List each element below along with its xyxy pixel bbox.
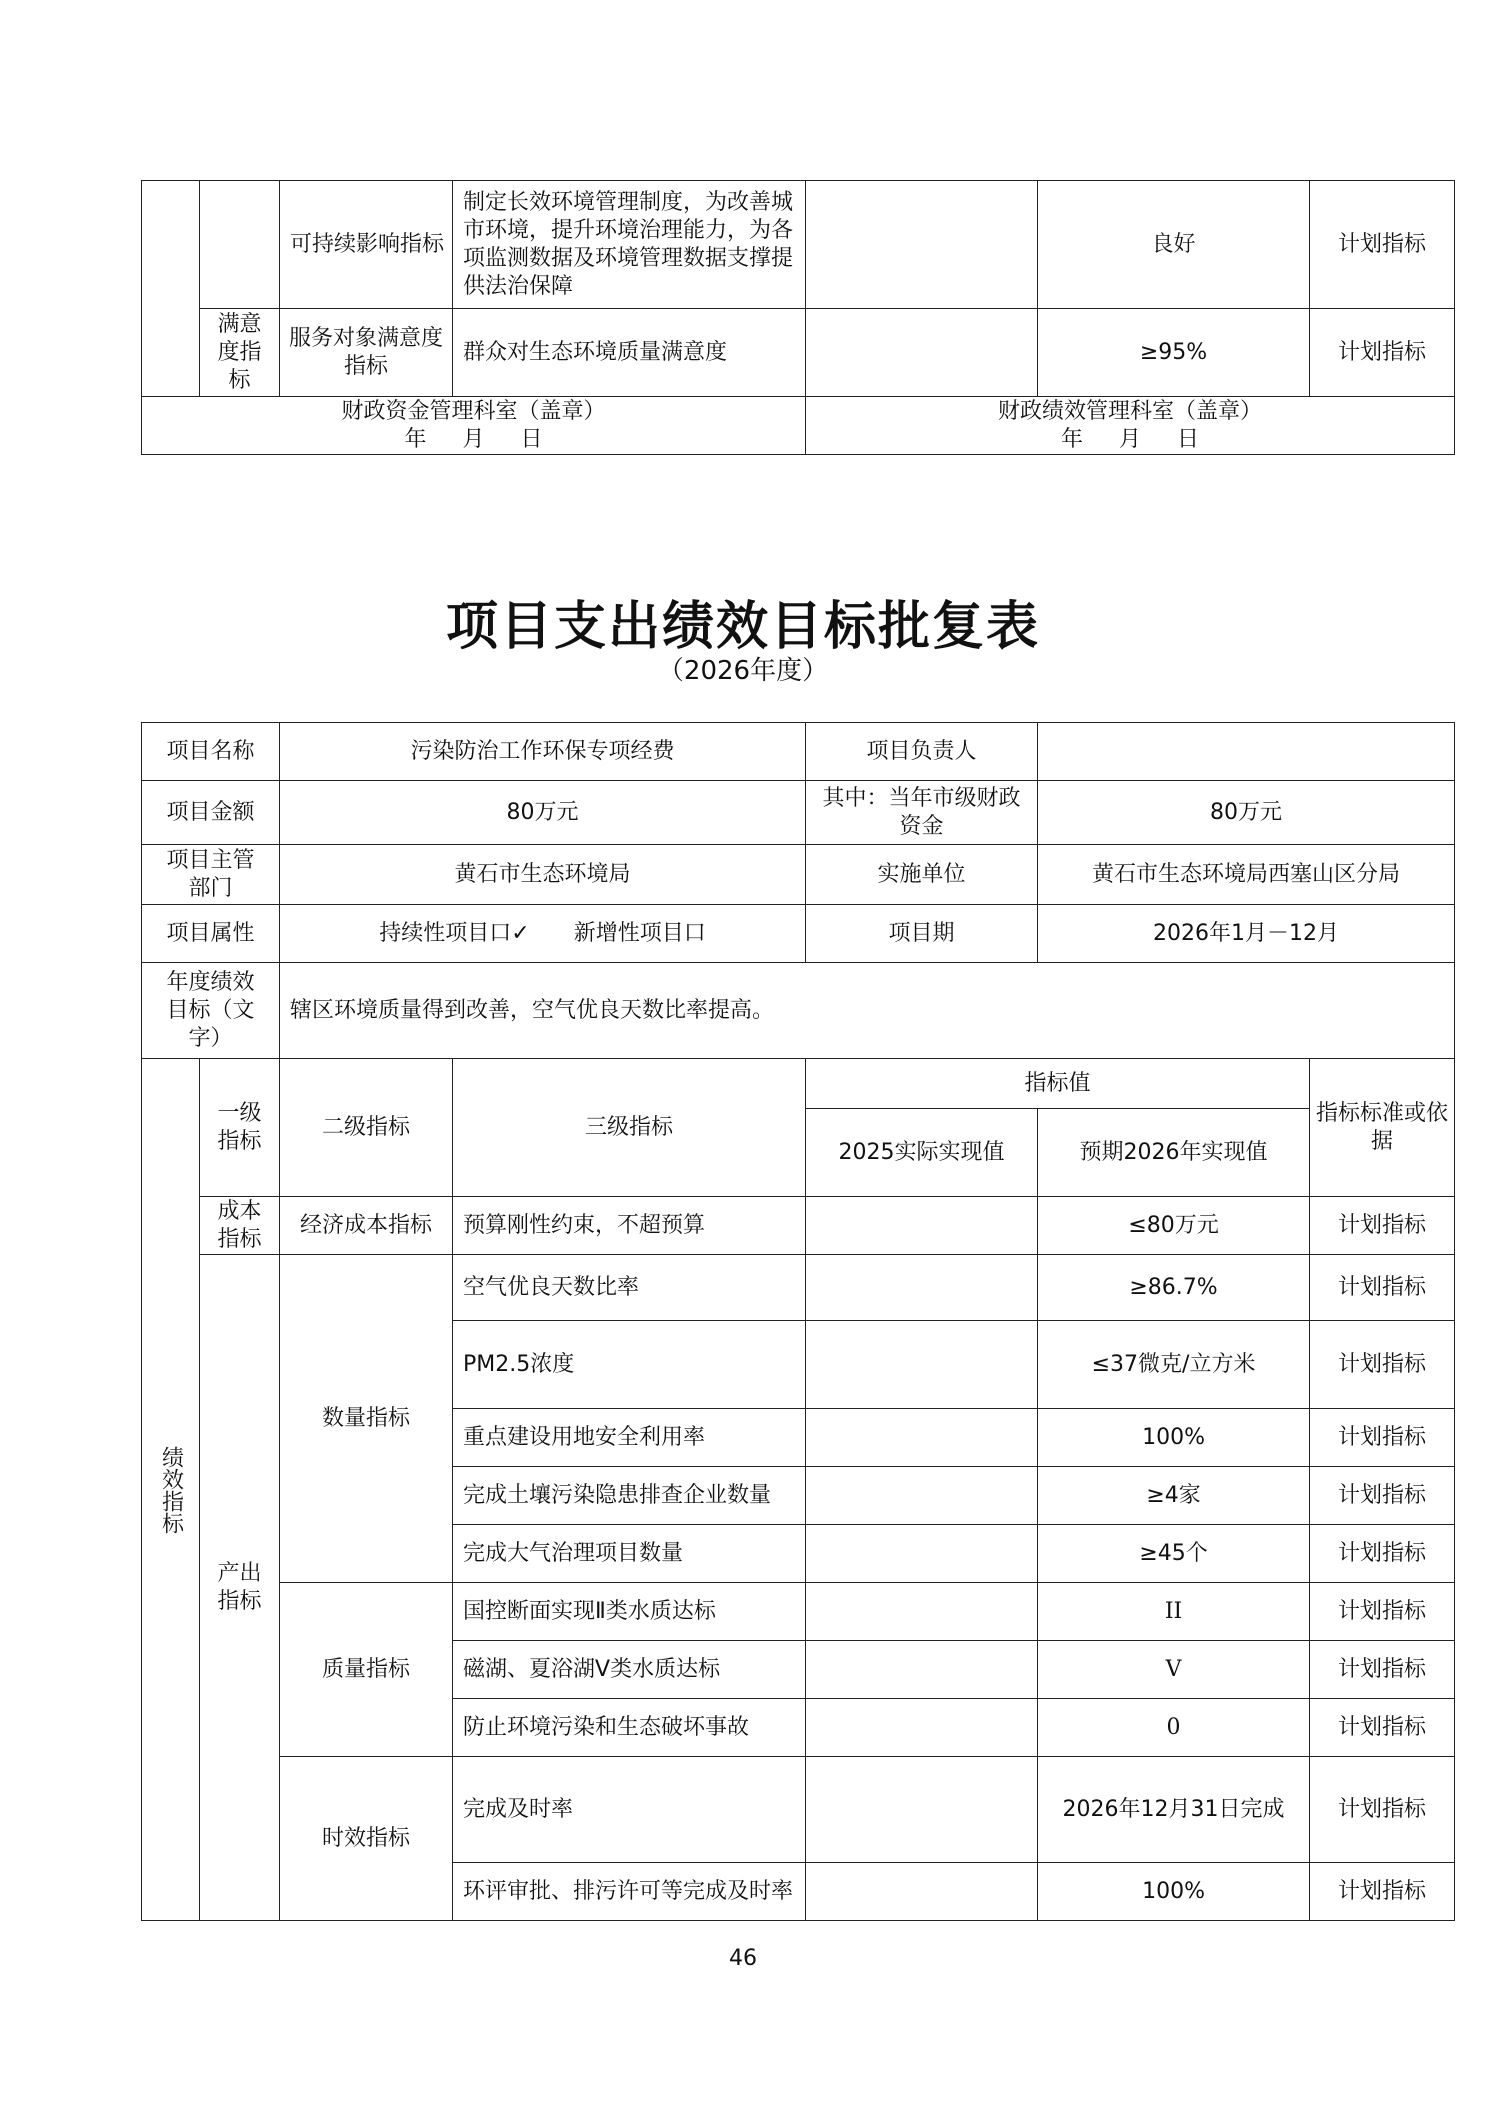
side-cell	[142, 181, 200, 397]
basis-cell: 计划指标	[1310, 309, 1455, 397]
project-amount-label: 项目金额	[142, 781, 280, 845]
level1-cell: 满意度指标	[200, 309, 280, 397]
expected-value-cell: 2026年12月31日完成	[1038, 1757, 1310, 1863]
project-name-label: 项目名称	[142, 723, 280, 781]
expected-value-cell: II	[1038, 1583, 1310, 1641]
signature-date: 年 月 日	[1060, 426, 1200, 452]
header-expected-2026: 预期2026年实现值	[1038, 1109, 1310, 1197]
expected-value-cell: 100%	[1038, 1409, 1310, 1467]
table-row	[142, 905, 1455, 963]
level1-cell: 产出指标	[200, 1255, 280, 1921]
signature-date: 年 月 日	[404, 426, 543, 452]
unit-label: 实施单位	[806, 845, 1038, 905]
expected-value-cell: 0	[1038, 1699, 1310, 1757]
basis-cell: 计划指标	[1310, 1641, 1455, 1699]
project-owner-label: 项目负责人	[806, 723, 1038, 781]
annual-goal-value: 辖区环境质量得到改善，空气优良天数比率提高。	[280, 963, 1455, 1059]
table-row	[142, 1583, 1455, 1641]
expected-value-cell: 100%	[1038, 1863, 1310, 1921]
table-row	[142, 1197, 1455, 1255]
level3-cell: PM2.5浓度	[453, 1321, 806, 1409]
level1-cell	[200, 181, 280, 309]
header-level2: 二级指标	[280, 1059, 453, 1197]
project-amount-value: 80万元	[280, 781, 806, 845]
header-level1: 一级指标	[200, 1059, 280, 1197]
level3-cell: 群众对生态环境质量满意度	[453, 309, 806, 397]
level2-cell: 可持续影响指标	[280, 181, 453, 309]
basis-cell: 计划指标	[1310, 1197, 1455, 1255]
period-value: 2026年1月－12月	[1038, 905, 1455, 963]
actual-value-cell	[806, 1583, 1038, 1641]
expected-value-cell: ≥4家	[1038, 1467, 1310, 1525]
actual-value-cell	[806, 1863, 1038, 1921]
header-level3: 三级指标	[453, 1059, 806, 1197]
signature-label: 财政绩效管理科室（盖章）	[997, 398, 1262, 424]
table-row	[142, 781, 1455, 845]
actual-value-cell	[806, 1321, 1038, 1409]
expected-value-cell: ≥86.7%	[1038, 1255, 1310, 1321]
indicator-header-row	[142, 1059, 1455, 1109]
city-fund-value: 80万元	[1038, 781, 1455, 845]
level3-cell: 制定长效环境管理制度，为改善城市环境，提升环境治理能力，为各项监测数据及环境管理数据支撑提供法治保障	[453, 181, 806, 309]
level1-cell: 成本指标	[200, 1197, 280, 1255]
table-row	[142, 1255, 1455, 1321]
basis-cell: 计划指标	[1310, 1757, 1455, 1863]
basis-cell: 计划指标	[1310, 1321, 1455, 1409]
perf-dept-signature	[806, 397, 1455, 455]
unit-value: 黄石市生态环境局西塞山区分局	[1038, 845, 1455, 905]
project-owner-value	[1038, 723, 1455, 781]
level2-cell: 服务对象满意度指标	[280, 309, 453, 397]
dept-value: 黄石市生态环境局	[280, 845, 806, 905]
level3-cell: 完成大气治理项目数量	[453, 1525, 806, 1583]
actual-value-cell	[806, 1641, 1038, 1699]
basis-cell: 计划指标	[1310, 181, 1455, 309]
level3-cell: 完成土壤污染隐患排查企业数量	[453, 1467, 806, 1525]
level2-cell: 质量指标	[280, 1583, 453, 1757]
level3-cell: 预算刚性约束，不超预算	[453, 1197, 806, 1255]
basis-cell: 计划指标	[1310, 1525, 1455, 1583]
basis-cell: 计划指标	[1310, 1863, 1455, 1921]
actual-value-cell	[806, 1197, 1038, 1255]
actual-value-cell	[806, 1699, 1038, 1757]
level2-cell: 经济成本指标	[280, 1197, 453, 1255]
table-row	[142, 845, 1455, 905]
actual-value-cell	[806, 1409, 1038, 1467]
signature-row	[142, 397, 1455, 455]
table-row	[142, 309, 1455, 397]
expected-value-cell: ≤80万元	[1038, 1197, 1310, 1255]
level3-cell: 重点建设用地安全利用率	[453, 1409, 806, 1467]
attr-label: 项目属性	[142, 905, 280, 963]
expected-value-cell: V	[1038, 1641, 1310, 1699]
header-basis: 指标标准或依据	[1310, 1059, 1455, 1197]
header-value-group: 指标值	[806, 1059, 1310, 1109]
basis-cell: 计划指标	[1310, 1699, 1455, 1757]
level3-cell: 国控断面实现Ⅱ类水质达标	[453, 1583, 806, 1641]
level3-cell: 环评审批、排污许可等完成及时率	[453, 1863, 806, 1921]
table-row	[142, 963, 1455, 1059]
actual-value-cell	[806, 309, 1038, 397]
signature-label: 财政资金管理科室（盖章）	[341, 398, 606, 424]
expected-value-cell: ≤37微克/立方米	[1038, 1321, 1310, 1409]
page-number: 46	[729, 1946, 757, 1971]
basis-cell: 计划指标	[1310, 1467, 1455, 1525]
table-row	[142, 723, 1455, 781]
period-label: 项目期	[806, 905, 1038, 963]
dept-label: 项目主管部门	[142, 845, 280, 905]
page-title: 项目支出绩效目标批复表	[445, 596, 1040, 657]
level3-cell: 防止环境污染和生态破坏事故	[453, 1699, 806, 1757]
expected-value-cell: ≥45个	[1038, 1525, 1310, 1583]
level2-cell: 时效指标	[280, 1757, 453, 1921]
performance-indicator-side-label: 绩效指标	[142, 1059, 200, 1921]
header-actual-2025: 2025实际实现值	[806, 1109, 1038, 1197]
performance-target-table	[141, 722, 1455, 1921]
attr-value: 持续性项目口✓ 新增性项目口	[280, 905, 806, 963]
table-row	[142, 181, 1455, 309]
table-row	[142, 1757, 1455, 1863]
page-subtitle: （2026年度）	[657, 656, 829, 686]
basis-cell: 计划指标	[1310, 1255, 1455, 1321]
annual-goal-label: 年度绩效目标（文字）	[142, 963, 280, 1059]
expected-value-cell: ≥95%	[1038, 309, 1310, 397]
actual-value-cell	[806, 1467, 1038, 1525]
level3-cell: 磁湖、夏浴湖V类水质达标	[453, 1641, 806, 1699]
actual-value-cell	[806, 1525, 1038, 1583]
expected-value-cell: 良好	[1038, 181, 1310, 309]
actual-value-cell	[806, 181, 1038, 309]
basis-cell: 计划指标	[1310, 1409, 1455, 1467]
level3-cell: 空气优良天数比率	[453, 1255, 806, 1321]
project-name-value: 污染防治工作环保专项经费	[280, 723, 806, 781]
fund-dept-signature	[142, 397, 806, 455]
basis-cell: 计划指标	[1310, 1583, 1455, 1641]
actual-value-cell	[806, 1255, 1038, 1321]
continued-indicator-table	[141, 180, 1455, 455]
level3-cell: 完成及时率	[453, 1757, 806, 1863]
city-fund-label: 其中：当年市级财政资金	[806, 781, 1038, 845]
level2-cell: 数量指标	[280, 1255, 453, 1583]
actual-value-cell	[806, 1757, 1038, 1863]
